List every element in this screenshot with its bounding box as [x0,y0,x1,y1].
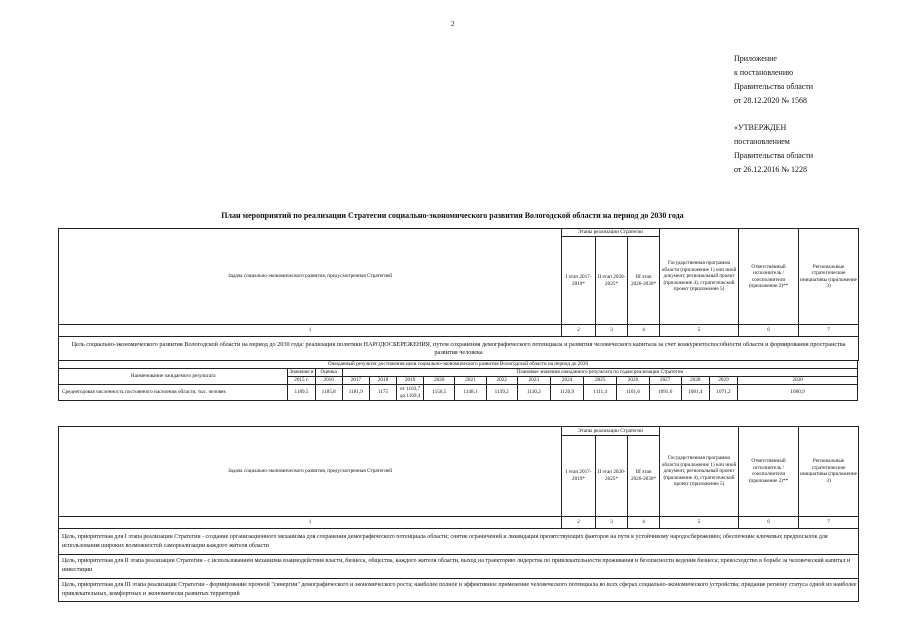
indicator-value: от 1163,7 до 1169,4 [397,385,424,401]
column-number: 1 [59,325,562,337]
indicator-name: Среднегодовая численность постоянного населения области, тыс. человек [59,385,288,401]
stage-1-header: I этап 2017-2019* [562,237,596,325]
indicator-value: 1189,5 [288,385,315,401]
column-number: 3 [596,516,628,529]
page-number: 2 [451,20,455,28]
column-number: 5 [660,516,739,529]
year-header: 2029 [709,377,737,385]
column-number: 2 [562,325,596,337]
stage-3-header: III этап 2026-2030* [628,237,660,325]
column-number: 2 [562,516,596,529]
year-header: 2017 [342,377,369,385]
approval-block [734,52,813,108]
document-title: План мероприятий по реализации Стратегии социально-экономического развития Вологодской области на период до 2030 года [221,211,684,220]
stage-2-header-repeat: II этап 2020-2025* [596,435,628,516]
executor-column-header: Ответственный исполнитель / соисполнители (приложение 2)** [739,229,799,325]
executor-column-header-repeat: Ответственный исполнитель / соисполнители (приложение 2)** [739,427,799,517]
year-header: 2024 [550,377,583,385]
estimate-header: Оценка [315,369,342,377]
column-number: 1 [59,516,562,529]
approval-line: к постановлению [734,68,794,77]
indicator-value: 1081,4 [681,385,709,401]
indicator-value: 1139,2 [486,385,517,401]
task-column-header-repeat: Задача социально-экономического развития, предусмотренная Стратегией [59,427,562,517]
indicator-value: 1148,1 [455,385,486,401]
indicator-value: 1181,9 [342,385,369,401]
year-header: 2020 [424,377,455,385]
stage-1-header-repeat: I этап 2017-2019* [562,435,596,516]
year-header: 2021 [455,377,486,385]
approval-line: Правительства области [734,82,814,91]
year-header: 2018 [369,377,396,385]
approved-line: постановлением [734,137,790,146]
year-header: 2019 [397,377,424,385]
priority-goal-stage-1: Цель, приоритетная для I этапа реализации Стратегии - создание организационного механизма для сохранения демографического потенциала области; снятие ограничений и ликвидация препятствующих факторов на пути к устойчивому народосбережению; обеспечение ключевых предпосылок для использования широких возможностей самореализации каждого жителя области [59,529,859,555]
column-number: 5 [660,325,739,337]
year-header: 2025 [584,377,617,385]
stages-header-repeat: Этапы реализации Стратегии [562,427,660,436]
indicator-value: 1120,9 [550,385,583,401]
indicator-value: 1130,2 [517,385,550,401]
column-number: 4 [628,325,660,337]
indicator-value: 1060,9 [738,385,858,401]
regional-column-header: Региональные стратегические инициативы (приложение 3) [799,229,859,325]
approved-line: Правительства области [734,151,814,160]
program-column-header: Государственная программа области (приложение 1) или иной документ, региональный проект (приложение 4), стратегический проект (приложение 5) [660,229,739,325]
base-value-header: Значение в [289,369,314,376]
column-number: 3 [596,325,628,337]
indicator-value: 1091,6 [649,385,681,401]
results-caption: Ожидаемый результат достижения цели социально-экономического развития Вологодской области на период до 2030 [59,361,858,369]
planned-values-header: Плановые значения ожидаемого результата по годам реализации Стратегии [342,369,857,377]
year-header: 2027 [649,377,681,385]
year-header: 2016 [315,377,342,385]
indicator-value: 1071,2 [709,385,737,401]
indicator-value: 1185,8 [315,385,342,401]
approval-line: Приложение [734,54,777,63]
priority-goal-stage-3: Цель, приоритетная для III этапа реализации Стратегии - формирование прочной "синергии" демографического и экономического роста; наиболее полное и эффективное применение человеческого потенциала во всех сферах социально-экономического устройства; придание региону статуса одной из наиболее привлекательных, комфортных и экономически развитых территорий [59,578,859,602]
year-header: 2026 [617,377,649,385]
stage-2-header: II этап 2020-2025* [596,237,628,325]
task-column-header: Задача социально-экономического развития, предусмотренная Стратегией [59,229,562,325]
column-number: 6 [739,516,799,529]
plan-table-priorities [58,426,859,602]
indicator-value: 1111,4 [584,385,617,401]
column-number: 6 [739,325,799,337]
column-number: 4 [628,516,660,529]
result-name-header: Наименование ожидаемого результата [59,369,288,385]
column-number: 7 [799,325,859,337]
year-header: 2028 [681,377,709,385]
indicator-value: 1156,5 [424,385,455,401]
expected-results-table [58,360,858,427]
approved-block [734,121,813,177]
year-header: 2015 г. [288,377,315,385]
approved-line: «УТВЕРЖДЕН [734,123,787,132]
year-header: 2023 [517,377,550,385]
approval-line: от 28.12.2020 № 1568 [734,96,808,105]
indicator-value: 1175 [369,385,396,401]
approved-line: от 26.12.2016 № 1228 [734,165,808,174]
priority-goal-stage-2: Цель, приоритетная для II этапа реализации Стратегии - с использованием механизма взаимодействия власти, бизнеса, общества, каждого жителя области, выход на траекторию лидерства по привлекательности проживания и безопасности ведения бизнеса; превосходство в борьбе за человеческий капитал и инвестиции [59,555,859,578]
spacer-row [59,401,858,427]
stage-3-header-repeat: III этап 2026-2030* [628,435,660,516]
stages-header: Этапы реализации Стратегии [562,229,660,237]
indicator-value: 1101,6 [617,385,649,401]
plan-table-header [58,228,859,361]
program-column-header-repeat: Государственная программа области (приложение 1) или иной документ, региональный проект (приложение 4), стратегический проект (приложение 5) [660,427,739,517]
strategy-goal: Цель социально-экономического развития Вологодской области на период до 2030 года: реализация политики НАРОДОСБЕРЕЖЕНИЯ, путем сохранения демографического потенциала и развития человеческого капитала за счет конкурентоспособности области и формирования пространства развития человека [59,337,859,361]
regional-column-header-repeat: Региональные стратегические инициативы (приложение 3) [799,427,859,517]
year-header: 2022 [486,377,517,385]
column-number: 7 [799,516,859,529]
year-header: 2030 [738,377,858,385]
